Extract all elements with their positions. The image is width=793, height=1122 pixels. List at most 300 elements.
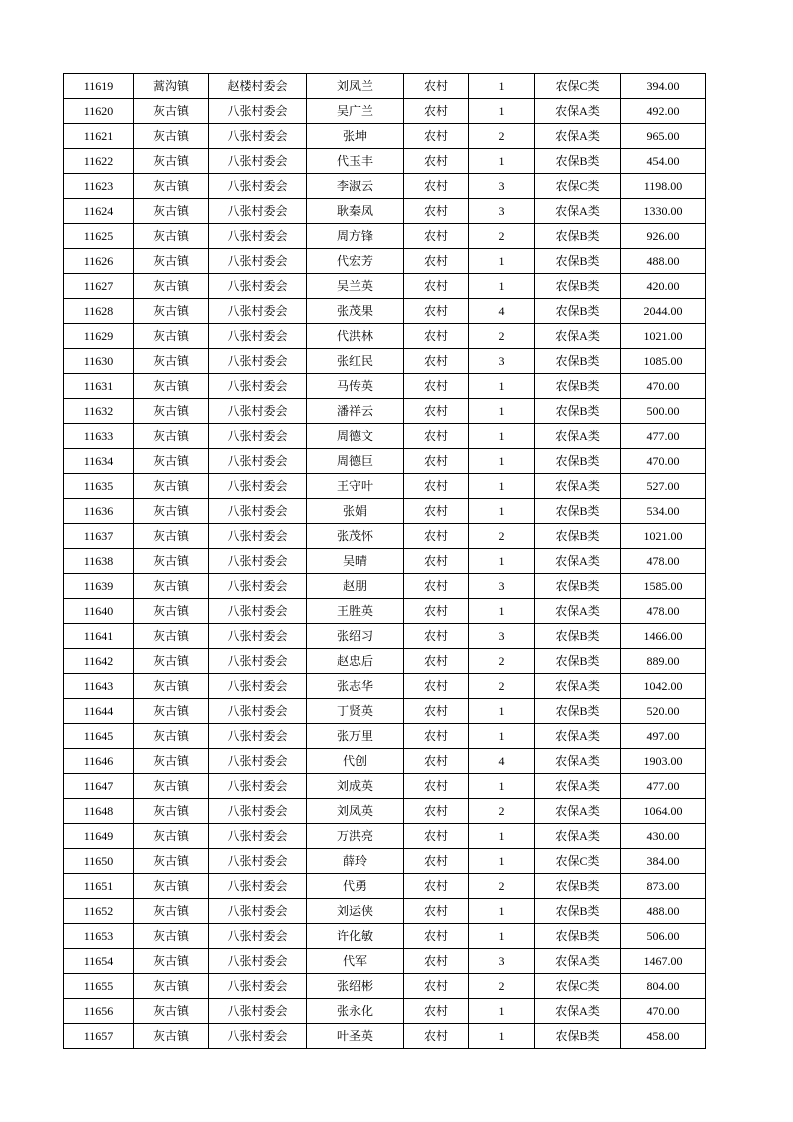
cell-category: 农保A类 bbox=[535, 599, 621, 624]
cell-count: 1 bbox=[469, 1024, 535, 1049]
cell-village: 八张村委会 bbox=[209, 999, 307, 1024]
table-row bbox=[64, 299, 706, 324]
cell-name: 周方锋 bbox=[307, 224, 404, 249]
cell-name: 代创 bbox=[307, 749, 404, 774]
cell-name: 刘成英 bbox=[307, 774, 404, 799]
table-row bbox=[64, 824, 706, 849]
cell-category: 农保A类 bbox=[535, 549, 621, 574]
cell-village: 八张村委会 bbox=[209, 1024, 307, 1049]
cell-town: 灰古镇 bbox=[134, 974, 209, 999]
cell-amount: 926.00 bbox=[621, 224, 706, 249]
cell-town: 灰古镇 bbox=[134, 674, 209, 699]
cell-village: 八张村委会 bbox=[209, 849, 307, 874]
cell-village: 八张村委会 bbox=[209, 274, 307, 299]
cell-village: 八张村委会 bbox=[209, 724, 307, 749]
cell-type: 农村 bbox=[404, 524, 469, 549]
table-row bbox=[64, 324, 706, 349]
cell-name: 张坤 bbox=[307, 124, 404, 149]
cell-amount: 1903.00 bbox=[621, 749, 706, 774]
cell-type: 农村 bbox=[404, 999, 469, 1024]
cell-type: 农村 bbox=[404, 699, 469, 724]
cell-name: 张万里 bbox=[307, 724, 404, 749]
cell-category: 农保B类 bbox=[535, 149, 621, 174]
cell-count: 2 bbox=[469, 524, 535, 549]
cell-amount: 873.00 bbox=[621, 874, 706, 899]
cell-village: 八张村委会 bbox=[209, 949, 307, 974]
cell-count: 4 bbox=[469, 299, 535, 324]
cell-id: 11622 bbox=[64, 149, 134, 174]
cell-town: 灰古镇 bbox=[134, 324, 209, 349]
cell-type: 农村 bbox=[404, 924, 469, 949]
cell-id: 11632 bbox=[64, 399, 134, 424]
cell-name: 吴广兰 bbox=[307, 99, 404, 124]
cell-village: 八张村委会 bbox=[209, 699, 307, 724]
table-row bbox=[64, 949, 706, 974]
table-row bbox=[64, 699, 706, 724]
cell-name: 潘祥云 bbox=[307, 399, 404, 424]
cell-village: 八张村委会 bbox=[209, 349, 307, 374]
cell-amount: 534.00 bbox=[621, 499, 706, 524]
cell-town: 灰古镇 bbox=[134, 799, 209, 824]
cell-count: 1 bbox=[469, 249, 535, 274]
cell-category: 农保A类 bbox=[535, 949, 621, 974]
cell-type: 农村 bbox=[404, 124, 469, 149]
table-row bbox=[64, 924, 706, 949]
cell-name: 吴晴 bbox=[307, 549, 404, 574]
cell-amount: 965.00 bbox=[621, 124, 706, 149]
table-row bbox=[64, 124, 706, 149]
cell-name: 张志华 bbox=[307, 674, 404, 699]
cell-amount: 1585.00 bbox=[621, 574, 706, 599]
table-row bbox=[64, 274, 706, 299]
cell-amount: 527.00 bbox=[621, 474, 706, 499]
cell-id: 11654 bbox=[64, 949, 134, 974]
cell-type: 农村 bbox=[404, 1024, 469, 1049]
cell-category: 农保C类 bbox=[535, 974, 621, 999]
cell-id: 11638 bbox=[64, 549, 134, 574]
cell-name: 刘运侠 bbox=[307, 899, 404, 924]
cell-category: 农保B类 bbox=[535, 399, 621, 424]
table-row bbox=[64, 74, 706, 99]
cell-amount: 488.00 bbox=[621, 899, 706, 924]
cell-type: 农村 bbox=[404, 874, 469, 899]
cell-count: 2 bbox=[469, 674, 535, 699]
cell-type: 农村 bbox=[404, 199, 469, 224]
cell-amount: 1064.00 bbox=[621, 799, 706, 824]
cell-count: 1 bbox=[469, 924, 535, 949]
cell-village: 八张村委会 bbox=[209, 199, 307, 224]
cell-id: 11626 bbox=[64, 249, 134, 274]
cell-village: 八张村委会 bbox=[209, 574, 307, 599]
cell-name: 代宏芳 bbox=[307, 249, 404, 274]
table-row bbox=[64, 1024, 706, 1049]
cell-name: 赵忠后 bbox=[307, 649, 404, 674]
cell-amount: 520.00 bbox=[621, 699, 706, 724]
cell-amount: 1198.00 bbox=[621, 174, 706, 199]
cell-category: 农保B类 bbox=[535, 524, 621, 549]
cell-village: 八张村委会 bbox=[209, 174, 307, 199]
cell-type: 农村 bbox=[404, 624, 469, 649]
cell-count: 1 bbox=[469, 374, 535, 399]
table-row bbox=[64, 499, 706, 524]
cell-category: 农保B类 bbox=[535, 249, 621, 274]
cell-village: 八张村委会 bbox=[209, 149, 307, 174]
cell-category: 农保A类 bbox=[535, 774, 621, 799]
cell-id: 11623 bbox=[64, 174, 134, 199]
cell-count: 1 bbox=[469, 274, 535, 299]
cell-id: 11624 bbox=[64, 199, 134, 224]
cell-type: 农村 bbox=[404, 549, 469, 574]
table-row bbox=[64, 399, 706, 424]
cell-category: 农保A类 bbox=[535, 749, 621, 774]
cell-town: 灰古镇 bbox=[134, 449, 209, 474]
cell-town: 灰古镇 bbox=[134, 599, 209, 624]
cell-amount: 1330.00 bbox=[621, 199, 706, 224]
cell-amount: 497.00 bbox=[621, 724, 706, 749]
cell-count: 1 bbox=[469, 399, 535, 424]
table-row bbox=[64, 624, 706, 649]
cell-town: 灰古镇 bbox=[134, 899, 209, 924]
table-row bbox=[64, 674, 706, 699]
cell-id: 11636 bbox=[64, 499, 134, 524]
cell-type: 农村 bbox=[404, 374, 469, 399]
cell-id: 11619 bbox=[64, 74, 134, 99]
table-row bbox=[64, 574, 706, 599]
cell-category: 农保B类 bbox=[535, 299, 621, 324]
cell-type: 农村 bbox=[404, 249, 469, 274]
cell-id: 11630 bbox=[64, 349, 134, 374]
cell-count: 1 bbox=[469, 824, 535, 849]
cell-town: 灰古镇 bbox=[134, 524, 209, 549]
cell-id: 11633 bbox=[64, 424, 134, 449]
cell-type: 农村 bbox=[404, 724, 469, 749]
cell-village: 八张村委会 bbox=[209, 324, 307, 349]
cell-amount: 394.00 bbox=[621, 74, 706, 99]
cell-amount: 1467.00 bbox=[621, 949, 706, 974]
cell-amount: 478.00 bbox=[621, 599, 706, 624]
table-row bbox=[64, 174, 706, 199]
table-row bbox=[64, 424, 706, 449]
table-row bbox=[64, 599, 706, 624]
cell-type: 农村 bbox=[404, 424, 469, 449]
cell-name: 万洪亮 bbox=[307, 824, 404, 849]
cell-village: 八张村委会 bbox=[209, 824, 307, 849]
cell-category: 农保B类 bbox=[535, 449, 621, 474]
cell-village: 八张村委会 bbox=[209, 524, 307, 549]
cell-amount: 1042.00 bbox=[621, 674, 706, 699]
cell-town: 蒿沟镇 bbox=[134, 74, 209, 99]
table-body bbox=[64, 74, 706, 1049]
table-row bbox=[64, 149, 706, 174]
cell-village: 八张村委会 bbox=[209, 924, 307, 949]
cell-amount: 2044.00 bbox=[621, 299, 706, 324]
cell-amount: 384.00 bbox=[621, 849, 706, 874]
cell-town: 灰古镇 bbox=[134, 699, 209, 724]
cell-type: 农村 bbox=[404, 674, 469, 699]
cell-village: 八张村委会 bbox=[209, 374, 307, 399]
cell-town: 灰古镇 bbox=[134, 249, 209, 274]
cell-type: 农村 bbox=[404, 499, 469, 524]
table-row bbox=[64, 874, 706, 899]
cell-category: 农保B类 bbox=[535, 574, 621, 599]
cell-village: 八张村委会 bbox=[209, 449, 307, 474]
cell-name: 丁贤英 bbox=[307, 699, 404, 724]
cell-name: 张绍彬 bbox=[307, 974, 404, 999]
cell-type: 农村 bbox=[404, 824, 469, 849]
cell-type: 农村 bbox=[404, 974, 469, 999]
cell-town: 灰古镇 bbox=[134, 724, 209, 749]
cell-id: 11643 bbox=[64, 674, 134, 699]
cell-village: 八张村委会 bbox=[209, 499, 307, 524]
cell-count: 3 bbox=[469, 949, 535, 974]
cell-village: 八张村委会 bbox=[209, 99, 307, 124]
table-row bbox=[64, 749, 706, 774]
table-row bbox=[64, 999, 706, 1024]
cell-amount: 500.00 bbox=[621, 399, 706, 424]
cell-village: 八张村委会 bbox=[209, 249, 307, 274]
cell-category: 农保B类 bbox=[535, 699, 621, 724]
cell-category: 农保B类 bbox=[535, 649, 621, 674]
cell-id: 11655 bbox=[64, 974, 134, 999]
table-row bbox=[64, 899, 706, 924]
cell-id: 11657 bbox=[64, 1024, 134, 1049]
cell-count: 1 bbox=[469, 499, 535, 524]
cell-id: 11644 bbox=[64, 699, 134, 724]
cell-town: 灰古镇 bbox=[134, 499, 209, 524]
cell-town: 灰古镇 bbox=[134, 774, 209, 799]
cell-category: 农保B类 bbox=[535, 874, 621, 899]
cell-id: 11628 bbox=[64, 299, 134, 324]
cell-amount: 506.00 bbox=[621, 924, 706, 949]
cell-type: 农村 bbox=[404, 474, 469, 499]
cell-name: 赵朋 bbox=[307, 574, 404, 599]
cell-town: 灰古镇 bbox=[134, 149, 209, 174]
cell-amount: 454.00 bbox=[621, 149, 706, 174]
cell-id: 11652 bbox=[64, 899, 134, 924]
cell-village: 八张村委会 bbox=[209, 749, 307, 774]
cell-id: 11634 bbox=[64, 449, 134, 474]
cell-category: 农保A类 bbox=[535, 99, 621, 124]
cell-id: 11631 bbox=[64, 374, 134, 399]
cell-name: 刘凤英 bbox=[307, 799, 404, 824]
cell-category: 农保A类 bbox=[535, 824, 621, 849]
cell-town: 灰古镇 bbox=[134, 574, 209, 599]
cell-amount: 470.00 bbox=[621, 374, 706, 399]
cell-village: 八张村委会 bbox=[209, 974, 307, 999]
cell-id: 11653 bbox=[64, 924, 134, 949]
cell-town: 灰古镇 bbox=[134, 99, 209, 124]
cell-category: 农保B类 bbox=[535, 624, 621, 649]
cell-village: 八张村委会 bbox=[209, 399, 307, 424]
cell-name: 张茂果 bbox=[307, 299, 404, 324]
cell-amount: 889.00 bbox=[621, 649, 706, 674]
cell-count: 3 bbox=[469, 174, 535, 199]
cell-amount: 492.00 bbox=[621, 99, 706, 124]
cell-town: 灰古镇 bbox=[134, 349, 209, 374]
cell-village: 八张村委会 bbox=[209, 599, 307, 624]
cell-count: 1 bbox=[469, 849, 535, 874]
cell-name: 薛玲 bbox=[307, 849, 404, 874]
cell-type: 农村 bbox=[404, 574, 469, 599]
cell-amount: 470.00 bbox=[621, 449, 706, 474]
cell-count: 2 bbox=[469, 799, 535, 824]
table-row bbox=[64, 474, 706, 499]
cell-name: 王胜英 bbox=[307, 599, 404, 624]
cell-type: 农村 bbox=[404, 149, 469, 174]
cell-id: 11637 bbox=[64, 524, 134, 549]
cell-id: 11621 bbox=[64, 124, 134, 149]
cell-amount: 458.00 bbox=[621, 1024, 706, 1049]
cell-type: 农村 bbox=[404, 649, 469, 674]
cell-type: 农村 bbox=[404, 324, 469, 349]
cell-amount: 478.00 bbox=[621, 549, 706, 574]
cell-category: 农保A类 bbox=[535, 124, 621, 149]
table-row bbox=[64, 349, 706, 374]
cell-count: 2 bbox=[469, 324, 535, 349]
payment-table bbox=[63, 73, 706, 1049]
cell-type: 农村 bbox=[404, 224, 469, 249]
cell-id: 11627 bbox=[64, 274, 134, 299]
cell-id: 11629 bbox=[64, 324, 134, 349]
cell-type: 农村 bbox=[404, 449, 469, 474]
table-row bbox=[64, 724, 706, 749]
cell-type: 农村 bbox=[404, 849, 469, 874]
table-row bbox=[64, 549, 706, 574]
cell-type: 农村 bbox=[404, 399, 469, 424]
table-row bbox=[64, 799, 706, 824]
cell-type: 农村 bbox=[404, 774, 469, 799]
cell-category: 农保B类 bbox=[535, 224, 621, 249]
cell-town: 灰古镇 bbox=[134, 424, 209, 449]
cell-town: 灰古镇 bbox=[134, 824, 209, 849]
cell-village: 八张村委会 bbox=[209, 774, 307, 799]
cell-category: 农保A类 bbox=[535, 674, 621, 699]
cell-category: 农保A类 bbox=[535, 199, 621, 224]
cell-count: 2 bbox=[469, 874, 535, 899]
cell-town: 灰古镇 bbox=[134, 299, 209, 324]
cell-id: 11639 bbox=[64, 574, 134, 599]
cell-count: 1 bbox=[469, 149, 535, 174]
cell-village: 八张村委会 bbox=[209, 874, 307, 899]
cell-id: 11651 bbox=[64, 874, 134, 899]
cell-count: 1 bbox=[469, 549, 535, 574]
cell-count: 3 bbox=[469, 199, 535, 224]
cell-count: 1 bbox=[469, 724, 535, 749]
table-row bbox=[64, 849, 706, 874]
cell-name: 张绍习 bbox=[307, 624, 404, 649]
cell-town: 灰古镇 bbox=[134, 924, 209, 949]
cell-type: 农村 bbox=[404, 949, 469, 974]
cell-town: 灰古镇 bbox=[134, 399, 209, 424]
cell-town: 灰古镇 bbox=[134, 124, 209, 149]
cell-name: 周德文 bbox=[307, 424, 404, 449]
cell-town: 灰古镇 bbox=[134, 874, 209, 899]
cell-name: 耿秦凤 bbox=[307, 199, 404, 224]
cell-type: 农村 bbox=[404, 599, 469, 624]
cell-town: 灰古镇 bbox=[134, 274, 209, 299]
cell-count: 1 bbox=[469, 449, 535, 474]
cell-name: 刘凤兰 bbox=[307, 74, 404, 99]
cell-village: 八张村委会 bbox=[209, 799, 307, 824]
cell-category: 农保C类 bbox=[535, 74, 621, 99]
cell-amount: 477.00 bbox=[621, 424, 706, 449]
cell-category: 农保A类 bbox=[535, 324, 621, 349]
cell-name: 李淑云 bbox=[307, 174, 404, 199]
cell-id: 11645 bbox=[64, 724, 134, 749]
cell-name: 王守叶 bbox=[307, 474, 404, 499]
cell-name: 许化敏 bbox=[307, 924, 404, 949]
cell-count: 2 bbox=[469, 124, 535, 149]
cell-type: 农村 bbox=[404, 349, 469, 374]
cell-id: 11649 bbox=[64, 824, 134, 849]
cell-amount: 1021.00 bbox=[621, 324, 706, 349]
cell-name: 叶圣英 bbox=[307, 1024, 404, 1049]
cell-type: 农村 bbox=[404, 749, 469, 774]
cell-id: 11656 bbox=[64, 999, 134, 1024]
cell-id: 11641 bbox=[64, 624, 134, 649]
cell-amount: 420.00 bbox=[621, 274, 706, 299]
table-row bbox=[64, 649, 706, 674]
cell-town: 灰古镇 bbox=[134, 224, 209, 249]
cell-name: 代洪林 bbox=[307, 324, 404, 349]
cell-amount: 488.00 bbox=[621, 249, 706, 274]
cell-type: 农村 bbox=[404, 74, 469, 99]
cell-id: 11646 bbox=[64, 749, 134, 774]
cell-id: 11635 bbox=[64, 474, 134, 499]
cell-town: 灰古镇 bbox=[134, 199, 209, 224]
cell-village: 八张村委会 bbox=[209, 674, 307, 699]
cell-village: 八张村委会 bbox=[209, 224, 307, 249]
cell-category: 农保C类 bbox=[535, 174, 621, 199]
cell-name: 张茂怀 bbox=[307, 524, 404, 549]
cell-type: 农村 bbox=[404, 799, 469, 824]
cell-name: 马传英 bbox=[307, 374, 404, 399]
cell-id: 11642 bbox=[64, 649, 134, 674]
cell-village: 赵楼村委会 bbox=[209, 74, 307, 99]
cell-amount: 1021.00 bbox=[621, 524, 706, 549]
cell-village: 八张村委会 bbox=[209, 649, 307, 674]
cell-count: 2 bbox=[469, 224, 535, 249]
cell-amount: 1466.00 bbox=[621, 624, 706, 649]
cell-count: 1 bbox=[469, 424, 535, 449]
cell-category: 农保A类 bbox=[535, 724, 621, 749]
cell-category: 农保A类 bbox=[535, 799, 621, 824]
cell-category: 农保B类 bbox=[535, 499, 621, 524]
cell-id: 11625 bbox=[64, 224, 134, 249]
cell-count: 3 bbox=[469, 624, 535, 649]
cell-village: 八张村委会 bbox=[209, 299, 307, 324]
cell-category: 农保A类 bbox=[535, 424, 621, 449]
table-row bbox=[64, 974, 706, 999]
table-row bbox=[64, 99, 706, 124]
cell-category: 农保C类 bbox=[535, 849, 621, 874]
cell-village: 八张村委会 bbox=[209, 424, 307, 449]
cell-count: 1 bbox=[469, 899, 535, 924]
table-row bbox=[64, 249, 706, 274]
cell-category: 农保B类 bbox=[535, 349, 621, 374]
cell-name: 代勇 bbox=[307, 874, 404, 899]
cell-category: 农保A类 bbox=[535, 474, 621, 499]
cell-count: 3 bbox=[469, 349, 535, 374]
cell-id: 11650 bbox=[64, 849, 134, 874]
cell-village: 八张村委会 bbox=[209, 549, 307, 574]
cell-town: 灰古镇 bbox=[134, 999, 209, 1024]
cell-count: 1 bbox=[469, 74, 535, 99]
cell-count: 1 bbox=[469, 474, 535, 499]
cell-amount: 1085.00 bbox=[621, 349, 706, 374]
cell-category: 农保B类 bbox=[535, 274, 621, 299]
cell-type: 农村 bbox=[404, 274, 469, 299]
